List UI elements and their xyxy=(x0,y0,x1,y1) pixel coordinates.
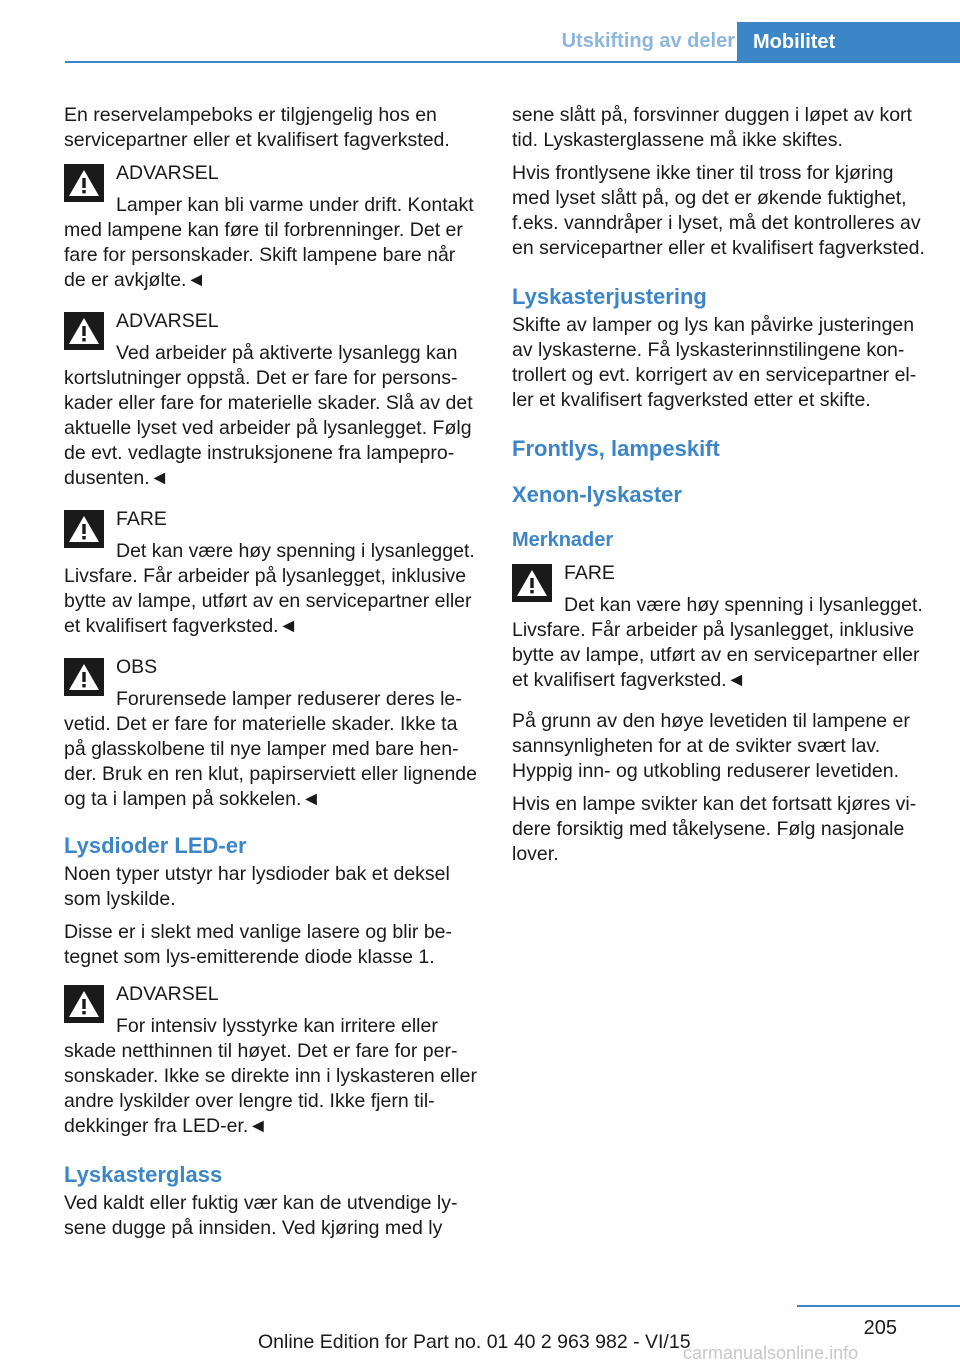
led-paragraph: Noen typer utstyr har lysdioder bak et deksel som lyskilde. xyxy=(64,863,450,910)
footer-rule xyxy=(797,1305,960,1307)
warning-block xyxy=(64,161,482,293)
warning-label: ADVARSEL xyxy=(116,983,219,1005)
warning-icon xyxy=(64,164,104,202)
intro-paragraph: En reservelampeboks er tilgjengelig hos en servicepartner eller et kvalifisert fagverksted. xyxy=(64,104,450,151)
danger-text: Det kan være høy spenning i lysanlegget. Livsfare. Får arbeider på lysanlegget, inklusive bytte av lampe, utført av en servicepartner eller et kvalifisert fagverksted.◄ xyxy=(512,594,923,691)
notice-block xyxy=(64,655,482,812)
subheading-notes: Merknader xyxy=(512,529,614,551)
warning-icon xyxy=(512,564,552,602)
header-chapter-tab: Mobilitet xyxy=(737,22,960,62)
right-column xyxy=(512,103,930,875)
warning-text: For intensiv lysstyrke kan irritere eller skade netthinnen til høyet. Det er fare for personskader. Ikke se direkte inn i lyskasteren eller andre lyskilder over lengre tid. Ikke fjern tildekkinger fra LED-er.◄ xyxy=(64,1015,477,1137)
danger-label: FARE xyxy=(564,562,615,584)
danger-text: Det kan være høy spenning i lysanlegget. Livsfare. Får arbeider på lysanlegget, inklusive bytte av lampe, utført av en servicepartner eller et kvalifisert fagverksted.◄ xyxy=(64,540,475,637)
danger-block xyxy=(512,561,930,693)
section-heading-glass: Lyskasterglass xyxy=(64,1162,223,1187)
warning-icon xyxy=(64,985,104,1023)
watermark: carmanualsonline.info xyxy=(683,1343,859,1363)
warning-text: Ved arbeider på aktiverte lysanlegg kan kortslutninger oppstå. Det er fare for personskader eller fare for materielle skader. Slå av det aktuelle lyset ved arbeider på lysanlegget. Følg de evt. vedlagte instruksjonene fra lampeprodusenten.◄ xyxy=(64,342,473,489)
warning-icon xyxy=(64,658,104,696)
warning-block xyxy=(64,982,482,1139)
glass-paragraph: Hvis frontlysene ikke tiner til tross for kjøring med lyset slått på, og det er økende fuktighet, f.eks. vanndråper i lyset, må det kontrolleres av en servicepartner eller et kvalifisert fagverksted. xyxy=(512,162,925,259)
section-heading-led: Lysdioder LED-er xyxy=(64,833,247,858)
warning-icon xyxy=(64,510,104,548)
xenon-paragraph: Hvis en lampe svikter kan det fortsatt kjøres videre forsiktig med tåkelysene. Følg nasjonale lover. xyxy=(512,793,917,865)
section-heading-front: Frontlys, lampeskift xyxy=(512,436,720,461)
warning-label: ADVARSEL xyxy=(116,162,219,184)
warning-text: Lamper kan bli varme under drift. Kontakt med lampene kan føre til forbrenninger. Det er fare for personskader. Skift lampene bare når de er avkjølte.◄ xyxy=(64,194,474,291)
left-column xyxy=(64,103,482,1249)
page-number: 205 xyxy=(863,1317,897,1339)
warning-icon xyxy=(64,312,104,350)
glass-paragraph-continued: sene slått på, forsvinner duggen i løpet av kort tid. Lyskasterglassene må ikke skiftes. xyxy=(512,104,912,151)
section-heading-adjust: Lyskasterjustering xyxy=(512,284,707,309)
warning-block xyxy=(64,309,482,491)
warning-label: ADVARSEL xyxy=(116,310,219,332)
xenon-paragraph: På grunn av den høye levetiden til lampene er sannsynligheten for at de svikter svært lav. Hyppig inn- og utkobling reduserer levetiden. xyxy=(512,710,910,782)
danger-label: FARE xyxy=(116,508,167,530)
header-rule xyxy=(65,61,960,63)
edition-line: Online Edition for Part no. 01 40 2 963 982 - VI/15 xyxy=(258,1331,691,1353)
glass-paragraph: Ved kaldt eller fuktig vær kan de utvendige lysene dugge på innsiden. Ved kjøring med ly xyxy=(64,1192,458,1239)
led-paragraph: Disse er i slekt med vanlige lasere og blir betegnet som lys-emitterende diode klasse 1. xyxy=(64,921,453,968)
section-heading-xenon: Xenon-lyskaster xyxy=(512,482,682,507)
adjust-paragraph: Skifte av lamper og lys kan påvirke justeringen av lyskasterne. Få lyskasterinnstilingene kontrollert og evt. korrigert av en servicepartner eller et kvalifisert fagverksted etter et skifte. xyxy=(512,314,917,411)
notice-label: OBS xyxy=(116,656,158,678)
header-section-title: Utskifting av deler xyxy=(561,30,735,52)
notice-text: Forurensede lamper reduserer deres levetid. Det er fare for materielle skader. Ikke ta på glasskolbene til nye lamper med bare hender. Bruk en ren klut, papirserviett eller lignende og ta i lampen på sokkelen.◄ xyxy=(64,688,477,810)
danger-block xyxy=(64,507,482,639)
